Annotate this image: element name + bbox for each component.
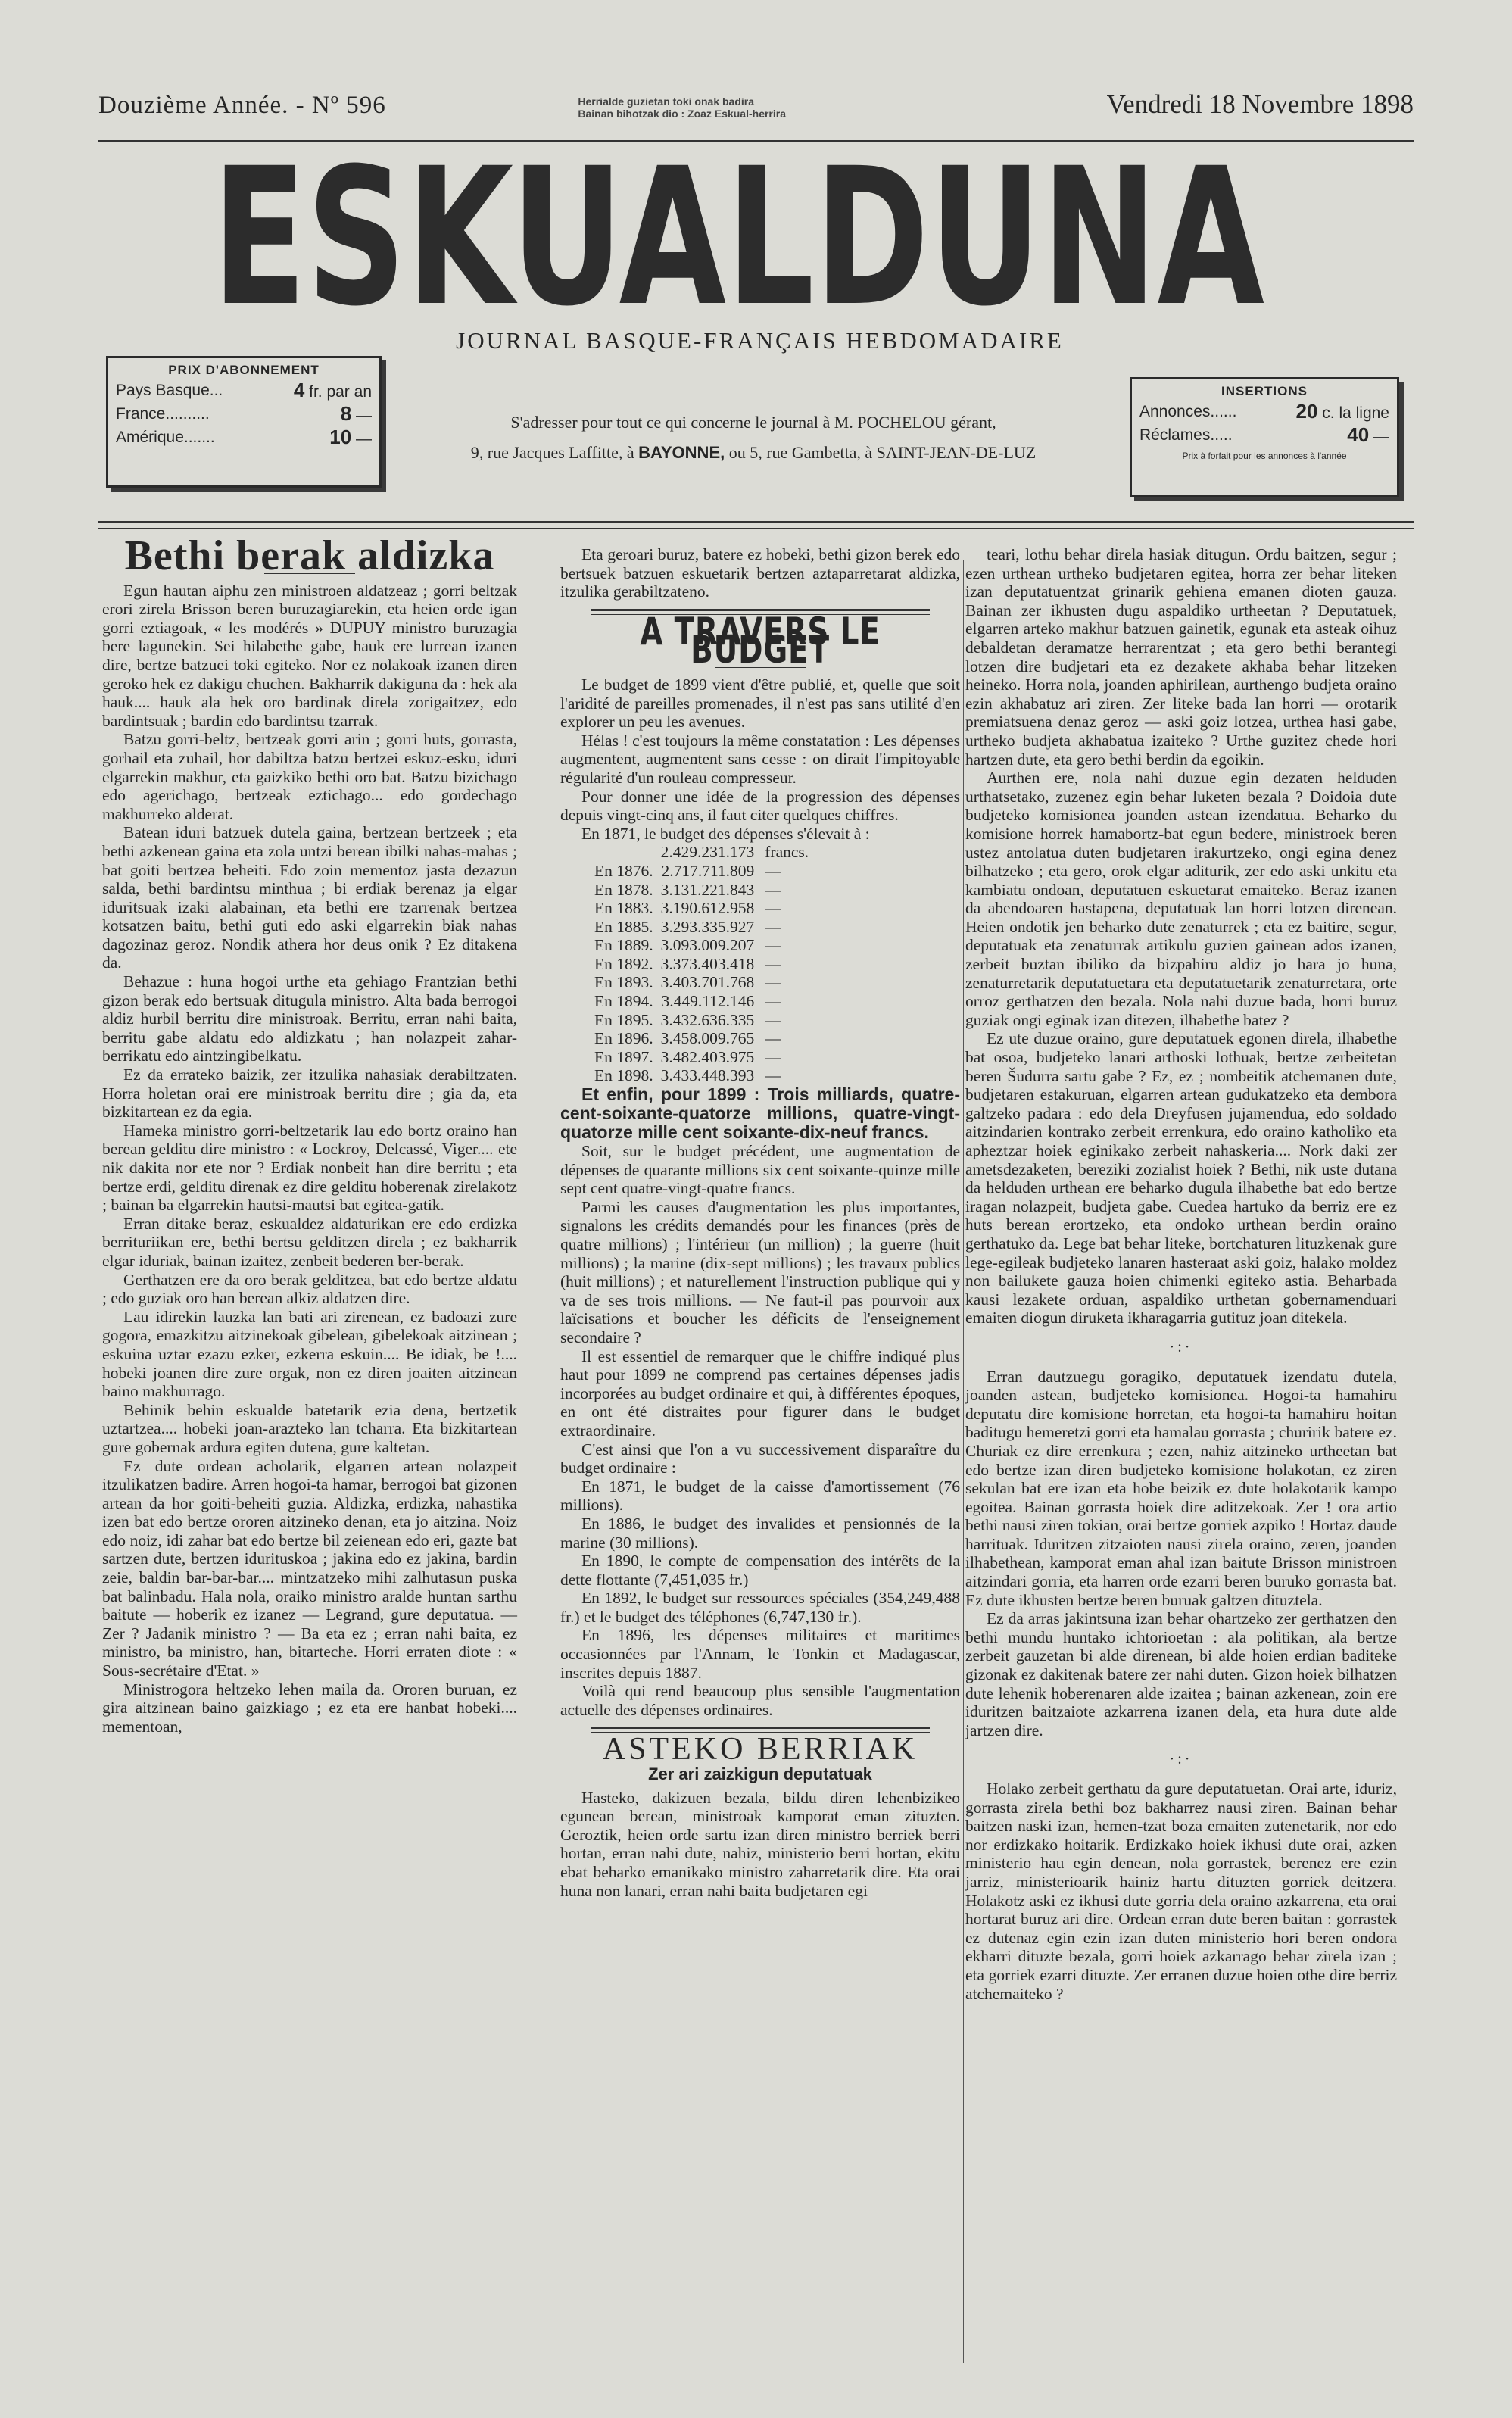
budget-unit: —	[765, 917, 781, 936]
insertions-rows	[1132, 401, 1397, 448]
budget-row	[594, 973, 816, 992]
article-heading-budget: A TRAVERS LE BUDGET	[640, 609, 881, 672]
asteko-body	[560, 1789, 960, 1901]
insertion-label: Annonces......	[1139, 403, 1237, 420]
insertion-row	[1132, 401, 1397, 424]
paragraph: Ez ute duzue oraino, gure deputatuek egonen direla, ilhabethe bat osoa, budjeteko lanari arthoski lothuak, bertze zerbeitetan beren Šudurra sartu gabe ? Ez, ez ; nombeitik atchemanen dute, budjetaren estakuruan, elgarren artean gudukatzeko eta dembora galtzeko padara : edo dela Dreyfusen jujamendua, edo soldado aitzindarien kontrako zerbeit errenkura, edo oraino katholiko eta apheztzar hoiek eginikako zerbeit nahaskeria.... Nork daki zer ametsdezaketen, bereziki zozialist hoiek ? Bethi, nik uste dutana da helduden urthean ere beharko dugula ilhabethe bat edo bertze iragan nolazpeit, budjeta gabe. Cuedea hartuko da berriz ere ez huts berean erortzeko, eta ondoko urthean berdin oraino gerthatuko da. Lege bat behar liteke, bortchaturen lituzkenak gure lege-egileak budjeteko lanaren hasteraat aski goiz, halako moldez non bailukete gauza hoien chimenki egiteko astia. Beharbada kausi lezakete orduan, aspaldiko urthetan gobernamenduari emaiten diogun diruketa ikharagarria gutituz joan ditekela.	[965, 1029, 1397, 1328]
masthead-text: ESKUALDUNA	[212, 148, 1264, 322]
column-3-body	[965, 545, 1397, 2003]
address-block: S'adresser pour tout ce qui concerne le journal à M. POCHELOU gérant, 9, rue Jacques Laffitte, à BAYONNE, ou 5, rue Gambetta, à SAINT-JEAN-DE-LUZ	[470, 413, 1037, 462]
paragraph: Hasteko, dakizuen bezala, bildu diren lehenbizikeo egunean berean, ministroak kamporat eman zituzten. Geroztik, heien orde sartu izan diren ministro berriek berri hortan, erran nahi dute, nahiz, ministerio berri hortan, ekitu ebat beharko emanikako ministro zaharretarik dire. Eta orai huna non lanari, erran nahi baita budjetaren egi	[560, 1788, 960, 1900]
budget-row	[594, 1066, 816, 1085]
budget-unit: —	[765, 1066, 781, 1085]
budget-value: 3.373.403.418	[660, 954, 755, 973]
paragraph: En 1886, le budget des invalides et pensionnés de la marine (30 millions).	[560, 1514, 960, 1552]
column-1	[102, 532, 517, 1736]
paragraph: Ez dute ordean acholarik, elgarren artean nolazpeit itzulikatzen badire. Arren hogoi-ta hamar, berrogoi bat gizonen artean da hor goiti-beheiti guzia. Aldizka, erdizka, nahastika izen bat edo bertze ororen aitzineko denan, eta jo aitzina. Noiz edo noiz, idi zahar bat edo bertze bil zeienean edo eri, gazte bat sartzen dute, bertzen idurituskoa ; jakina edo ez jakina, bardin zeie, baldin bar-bar-bar.... mintzatzeko mihi zalhutasun puska bat balinbadu. Hala nola, oraiko ministro aralde huntan sarthu baitute — hoberik ez izanez — Legrand, gure deputatua. — Zer ? Jadanik ministro ? — Ba eta ez ; erran nahi baita, ez ministro, ba ministro, han, bitarteche. Horri erraten diote : « Sous-secrétaire d'Etat. »	[102, 1456, 517, 1680]
subscription-price: 10 —	[329, 426, 372, 448]
column-3	[965, 545, 1397, 2003]
budget-value: 3.131.221.843	[660, 880, 755, 899]
budget-value: 3.432.636.335	[660, 1010, 755, 1029]
budget-row	[594, 1011, 816, 1030]
budget-year: En 1895.	[594, 1010, 653, 1029]
paragraph: Le budget de 1899 vient d'être publié, et, quelle que soit l'aridité de pareilles promenades, il n'est pas sans utilité d'en explorer un peu les avenues.	[560, 675, 960, 732]
issue-date: Vendredi 18 Novembre 1898	[1106, 89, 1414, 119]
budget-year: En 1898.	[594, 1066, 653, 1085]
paragraph: Ez da arras jakintsuna izan behar ohartzeko zer gerthatzen den bethi mundu huntako ichtorioetan : ala politikan, ala bertze zerbeit gauzetan bi alde direnean, bi alde hoien erdian baditeke gizonak ez dakitenak batere zer nahi duten. Gizon hoiek bilhatzen dute lehenik hoberenaren alde izaitea ; bainan azkenean, zoin ere iduritzen baitzaiote azkarrena izanen dela, eta hura dute alde jartzen dire.	[965, 1609, 1397, 1739]
masthead-bottom-rule	[98, 521, 1414, 529]
budget-row	[594, 918, 816, 937]
subscription-price: 4 fr. par an	[293, 379, 372, 401]
paragraph: Behinik behin eskualde batetarik ezia dena, bertzetik uztartzea.... hobeki joan-arazteko lan tcharra. Eta bizkitartean gure gobernak ardura egiten dutena, gure kaltetan.	[102, 1400, 517, 1456]
paragraph: Il est essentiel de remarquer que le chiffre indiqué plus haut pour 1899 ne comprend pas certaines dépenses jadis incorporées au budget ordinaire et qui, à différentes époques, en ont été distraites pour figurer dans le budget extraordinaire.	[560, 1346, 960, 1440]
budget-value: 3.449.112.146	[661, 992, 755, 1011]
header-rule	[98, 140, 1414, 142]
paragraph: Ez da errateko baizik, zer itzulika nahasiak derabiltzaten. Horra holetan orai ere ministroak berritu dire ; gia da, eta bizkitartean ez da egia.	[102, 1065, 517, 1122]
budget-row	[594, 843, 816, 862]
budget-value: 3.482.403.975	[660, 1047, 755, 1066]
article-subheading: Zer ari zaizkigun deputatuak	[648, 1764, 872, 1784]
budget-year: En 1897.	[594, 1047, 653, 1066]
subscription-label: Pays Basque...	[116, 382, 223, 399]
budget-unit: —	[765, 880, 781, 899]
budget-row	[594, 899, 816, 918]
budget-value: 3.190.612.958	[660, 899, 755, 918]
intro-paragraph: Eta geroari buruz, batere ez hobeki, bethi gizon berek edo bertsuek batzuen eskuetarik bertzen aztaparretarat aldizka, itzulika gerabiltzateno.	[560, 545, 960, 601]
budget-year: En 1876.	[594, 861, 653, 880]
article-heading-bethi: Bethi berak aldizka	[124, 532, 495, 579]
paragraph: Erran ditake beraz, eskualdez aldaturikan ere edo erdizka berrituriikan ere, bethi bertsu gelditzen direla ; ez bakharrik elgar iduriak, bainan izaitez, zenbeit bederen ber-berak.	[102, 1214, 517, 1270]
paragraph: Aurthen ere, nola nahi duzue egin dezaten helduden urthatsetako, zuzenez egin behar luketen bezala ? Doidoia dute budjeteko komisionea joanden astean izendatua. Beharko du komisione horrek hamabortz-bat egun bedere, ministroek beren ustez antolatua duten budjetaren irakurtzeko, ongi egina denez bilhatzeko ; eta gero, orok elgar aditurik, zer edo aski unkitu eta kambiatu ondoan, deputatuen eskuetarat emaiteko. Beraz izanen da abendoaren hastapena, deputatuak lan horri lotzen direnean. Heien ondotik jen beharko dute zenaturrek ; eta ez baitire, segur, deputatuak eta zenaturrak artikulu guzien gainean ados izanen, zerbeit buztan ibiliko da bizpahiru aldiz jo hara jo huna, zenaturretarik deputatuetara eta deputatuetarik zenaturretara, orte orroz gerthatzen den bezala. Nola nahi duzue bada, horri buruz guziak ongi eginak izan ditezen, ilhabethe batez ?	[965, 769, 1397, 1029]
insertion-label: Réclames.....	[1139, 426, 1233, 444]
top-line	[98, 89, 1414, 120]
budget-year: En 1896.	[594, 1029, 653, 1048]
subscription-box	[106, 356, 382, 488]
paragraph: Gerthatzen ere da oro berak gelditzea, bat edo bertze aldatu ; edo guziak oro han berean alkiz aldatzen dire.	[102, 1270, 517, 1308]
budget-year: En 1894.	[594, 992, 653, 1011]
motto: Herrialde guzietan toki onak badira Bainan bihotzak dio : Zoaz Eskual-herrira	[578, 95, 786, 120]
budget-row	[594, 881, 816, 900]
paragraph: Hélas ! c'est toujours la même constatation : Les dépenses augmentent, augmentent sans cesse : on dirait l'impitoyable régularité d'un rouleau compresseur.	[560, 731, 960, 787]
budget-year: En 1893.	[594, 973, 653, 992]
insertions-box	[1130, 377, 1399, 497]
budget-row	[594, 1048, 816, 1067]
budget-value: 2.717.711.809	[661, 861, 755, 880]
budget-value: 3.293.335.927	[660, 917, 755, 936]
paragraph: Pour donner une idée de la progression des dépenses depuis vingt-cinq ans, il faut citer quelques chiffres.	[560, 787, 960, 825]
subtitle: JOURNAL BASQUE-FRANÇAIS HEBDOMADAIRE	[456, 327, 1064, 354]
insertions-title: INSERTIONS	[1221, 384, 1308, 398]
paragraph: Soit, sur le budget précédent, une augmentation de dépenses de quarante millions six cent soixante-quinze mille sept cent quatre-vingt-quatre francs.	[560, 1142, 960, 1198]
budget-unit: —	[765, 936, 781, 955]
budget-year: En 1889.	[594, 936, 653, 955]
insertions-note: Prix à forfait pour les annonces à l'année	[1182, 451, 1347, 461]
insertion-price: 20 c. la ligne	[1295, 400, 1389, 423]
issue-number: Douzième Année. - Nº 596	[98, 92, 386, 119]
budget-unit: —	[765, 899, 781, 918]
budget-row	[594, 992, 816, 1011]
paragraph: C'est ainsi que l'on a vu successivement disparaître du budget ordinaire :	[560, 1440, 960, 1477]
paragraph: En 1871, le budget de la caisse d'amortissement (76 millions).	[560, 1477, 960, 1515]
budget-year: En 1885.	[594, 917, 653, 936]
budget-unit: —	[765, 1029, 781, 1048]
paragraph: Ministrogora heltzeko lehen maila da. Ororen buruan, ez gira aitzinean baino gaizkiago ; ez eta ere hanbat hobeki.... mementoan,	[102, 1680, 517, 1736]
subscription-row	[108, 426, 379, 450]
paragraph: Hameka ministro gorri-beltzetarik lau edo bortz oraino han berean gelditu dire ministro : « Lockroy, Delcassé, Viger.... ete nik dakita nor ete nor ? Erdiak nonbeit han dire berritu ; eta bertze erdi, gelditu direnak ez dire gelditu hoberenak zirelakotz ; bainan ba elgarrekin hautsi-mautsi bat egitea-gatik.	[102, 1121, 517, 1215]
budget-unit: —	[765, 973, 781, 992]
budget-year: En 1892.	[594, 954, 653, 973]
budget-total: Et enfin, pour 1899 : Trois milliards, quatre-cent-soixante-quatorze millions, quatre-vingt-quatorze mille cent soixante-dix-neuf francs.	[560, 1084, 960, 1143]
insertion-price: 40 —	[1347, 423, 1389, 446]
subscription-rows	[108, 379, 379, 450]
budget-value: 3.403.701.768	[660, 973, 755, 992]
subscription-label: France..........	[116, 405, 210, 423]
subscription-row	[108, 403, 379, 426]
budget-row	[594, 1029, 816, 1048]
paragraph: Behazue : huna hogoi urthe eta gehiago Frantzian bethi gizon berak edo bertsuak ditugula ministro. Alta bada berrogoi aldiz hurbil berritu dire ministroak. Berritu, erran nahi baita, berritu gabe aldatu edo aldizkatu ; han nolazpeit zahar-berrikatu edo aintzingibelkatu.	[102, 972, 517, 1065]
budget-year: En 1883.	[594, 899, 653, 918]
budget-value: 3.093.009.207	[660, 936, 755, 955]
subscription-row	[108, 379, 379, 403]
section-ornament: ·:·	[1169, 1751, 1193, 1768]
subscription-title: PRIX D'ABONNEMENT	[168, 363, 320, 377]
column-rule-2	[963, 560, 964, 2363]
subscription-label: Amérique.......	[116, 429, 215, 446]
paragraph: Parmi les causes d'augmentation les plus importantes, signalons les crédits demandés pour les finances (près de quatre millions) ; l'intérieur (un million) ; la guerre (huit millions) ; la marine (dix-sept millions) ; les travaux publics (huit millions) ; et naturellement l'instruction publique qui y va de ses trois millions. — Ne faut-il pas pourvoir aux laïcisations et boucher les déficits de l'enseignement secondaire ?	[560, 1197, 960, 1346]
budget-unit: —	[765, 861, 781, 880]
budget-row	[594, 862, 816, 881]
budget-value: 3.433.448.393	[660, 1066, 755, 1085]
paragraph: Batean iduri batzuek dutela gaina, bertzean bertzeek ; eta bethi azkenean gaina eta zola untzi berean ibilki nahas-mahas ; bat goiti bertzea beheiti. Edo zoin mementoz jasta dezazun salda, bethi bardintsu minthua ; bi erdiak berenaz ja elgar iduritsuak izaki alabainan, eta bethi ere tzarrenak bertzea kotsatzen baitu, bethi guti edo aski elgarrekin biak nahas dagozinaz geroz. Nondik athera hor deus onik ? Ez ditakena da.	[102, 823, 517, 972]
section-ornament: ·:·	[1169, 1338, 1193, 1356]
budget-body-2	[560, 1142, 960, 1719]
paragraph: En 1896, les dépenses militaires et maritimes occasionnées par l'Annam, le Tonkin et Madagascar, inscrites depuis 1887.	[560, 1626, 960, 1682]
budget-value: 3.458.009.765	[660, 1029, 755, 1048]
subscription-price: 8 —	[340, 402, 372, 425]
budget-year: En 1878.	[594, 880, 653, 899]
article-heading-asteko: ASTEKO BERRIAK	[602, 1732, 918, 1767]
paragraph: Batzu gorri-beltz, bertzeak gorri arin ; gorri huts, gorrasta, gorhail eta zuhail, hor dabiltza batzu bertzei eskuz-esku, iduri elgarrekin makhur, eta gaizkiko bethi oro bat. Batzu bizichago edo agerichago, bertzeak eztichago... edo gordechago makhurreko alderat.	[102, 730, 517, 823]
paragraph: Lau idirekin lauzka lan bati ari zirenean, ez badoazi zure gogora, emazkitzu aitzinekoak gibelean, gibelekoak aitzinean ; eskuina uztar ezazu ezker, ezkerra eskuin.... Be idiak, be !.... hobeki joanen dire zure orgak, non ez diren joaiten aitzinean baino makhurrago.	[102, 1307, 517, 1401]
budget-body	[560, 675, 960, 825]
paragraph: En 1890, le compte de compensation des intérêts de la dette flottante (7,451,035 fr.)	[560, 1552, 960, 1589]
masthead-title	[212, 148, 1264, 322]
paragraph: teari, lothu behar direla hasiak ditugun. Ordu baitzen, segur ; ezen urthean urtheko budjetaren egitea, horra zer behar liteken izan deputatuentzat grinarik gehiena emanen dioten gauza. Bainan zer ikhusten dugu aspaldiko urtheetan ? Deputatuek, elgarren arteko makhur batzuen gainetik, egunak eta asteak oihuz debaldetan deramatze herrarentzat ; eta gero bethi berantegi lotzen dire budjetari eta ez dezakete akhaba behar litzeken heineko. Horra nola, joanden aphirilean, aurthengo budjeta oraino ezin akhabatuz ari ziren. Zer liteke bada lan horri — orotarik premiatsuena denaz geroz — aski goiz lotzea, urthea hasi gabe, urtheko budjeta akhabatua izaiteko ? Urthe guzitez chede hori hartzen dute, eta gero bethi berdin da egoikin.	[965, 545, 1397, 769]
budget-year	[594, 843, 661, 862]
budget-unit: —	[765, 1047, 781, 1066]
article-body	[102, 582, 517, 1736]
paragraph: Holako zerbeit gerthatu da gure deputatuetan. Orai arte, iduriz, gorrasta zirela bethi boz bakharrez nausi ziren. Bainan behar baitzen naski izan, hemen-tzat boza emaiten zutenetarik, nor edo nor erdizkako hoitarik. Erdizkako hoiek ikhusi dute orai, azken ministerio hau egin denean, nola gorrastek, berenez ere ezin jarriz, ministerioarik hainiz hartu dituzten gorriek deitzera. Holakotz aski ez ikhusi dute gorria dela oraino azkarrena, eta orai hortarat buruz ari dire. Ordean erran dute beren baitan : gorrastek ez dutenaz egin ezin izan duten ministerio hori beren ondora ekharri dituzte bezala, gorri hoiek azkarrago behar zirela izan ; eta gorriek ezarri dituzte. Zer erranen duzue hoien othe dire berriz atchemaiteko ?	[965, 1780, 1397, 2003]
budget-table	[594, 843, 816, 1085]
budget-intro: En 1871, le budget des dépenses s'élevait à :	[581, 824, 870, 843]
budget-row	[594, 955, 816, 974]
budget-unit: —	[765, 1010, 781, 1029]
budget-row	[594, 936, 816, 955]
paragraph: Egun hautan aiphu zen ministroen aldatzeaz ; gorri beltzak erori zirela Brisson beren buruzagiarekin, eta heien orde igan gorri eztiagoak, « les modérés » DUPUY ministro buruzagia bere lagunekin. Sei hilabethe gabe, hauk ere lurrean izanen dire, bertze batzuei toki egiteko. Nor ez nolakoak izanen diren geroko hek ez dakigu chuchen. Bakharrik dakiguna da : hek ala hauk.... hauk ala hek oro bardinak direla zorigaitzez, edo bardintsuak ; bardin edo bardintsu tzarrak.	[102, 581, 517, 730]
budget-unit: francs.	[765, 843, 809, 862]
column-2	[560, 545, 960, 1900]
paragraph: Voilà qui rend beaucoup plus sensible l'augmentation actuelle des dépenses ordinaires.	[560, 1682, 960, 1719]
budget-unit: —	[765, 954, 781, 973]
budget-value: 2.429.231.173	[660, 843, 755, 862]
paragraph: Erran dautzuegu goragiko, deputatuek izendatu dutela, joanden astean, budjeteko komisionea. Hogoi-ta hamahiru deputatu dire komisione horretan, eta hogoi-ta hamahiru hoitan baditugu hemeretzi gorri eta hamalau gorrasta ; churirik batere ez. Churiak ez dire errenkura ; ezen, nahiz aitzineko urtheetan bat edo bertze izan diren budjeteko komisione holakotan, ez ziren sekulan bat ere izan eta hobe beizik ez dute holakotarik kampo egoitea. Bainan gorrasta hoiek dire aditzekoak. Zer ! ora artio bethi nausi ziren tokian, orai bertze gorriek azpiko ! Hortaz daude harrituak. Iduritzen zitzaioten nausi zirela oraino, zeren, joanden ilhabethean, kamporat eman ahal izan baitute Brisson ministroen aitzindari gorria, eta harren orde ezarri beren buruko gorrasta bat. Ez dute ikhusten bertze beren buruak galtzen dituztela.	[965, 1367, 1397, 1609]
insertion-row	[1132, 424, 1397, 448]
paragraph: En 1892, le budget sur ressources spéciales (354,249,488 fr.) et le budget des téléphones (6,747,130 fr.).	[560, 1589, 960, 1626]
budget-unit: —	[765, 992, 781, 1011]
